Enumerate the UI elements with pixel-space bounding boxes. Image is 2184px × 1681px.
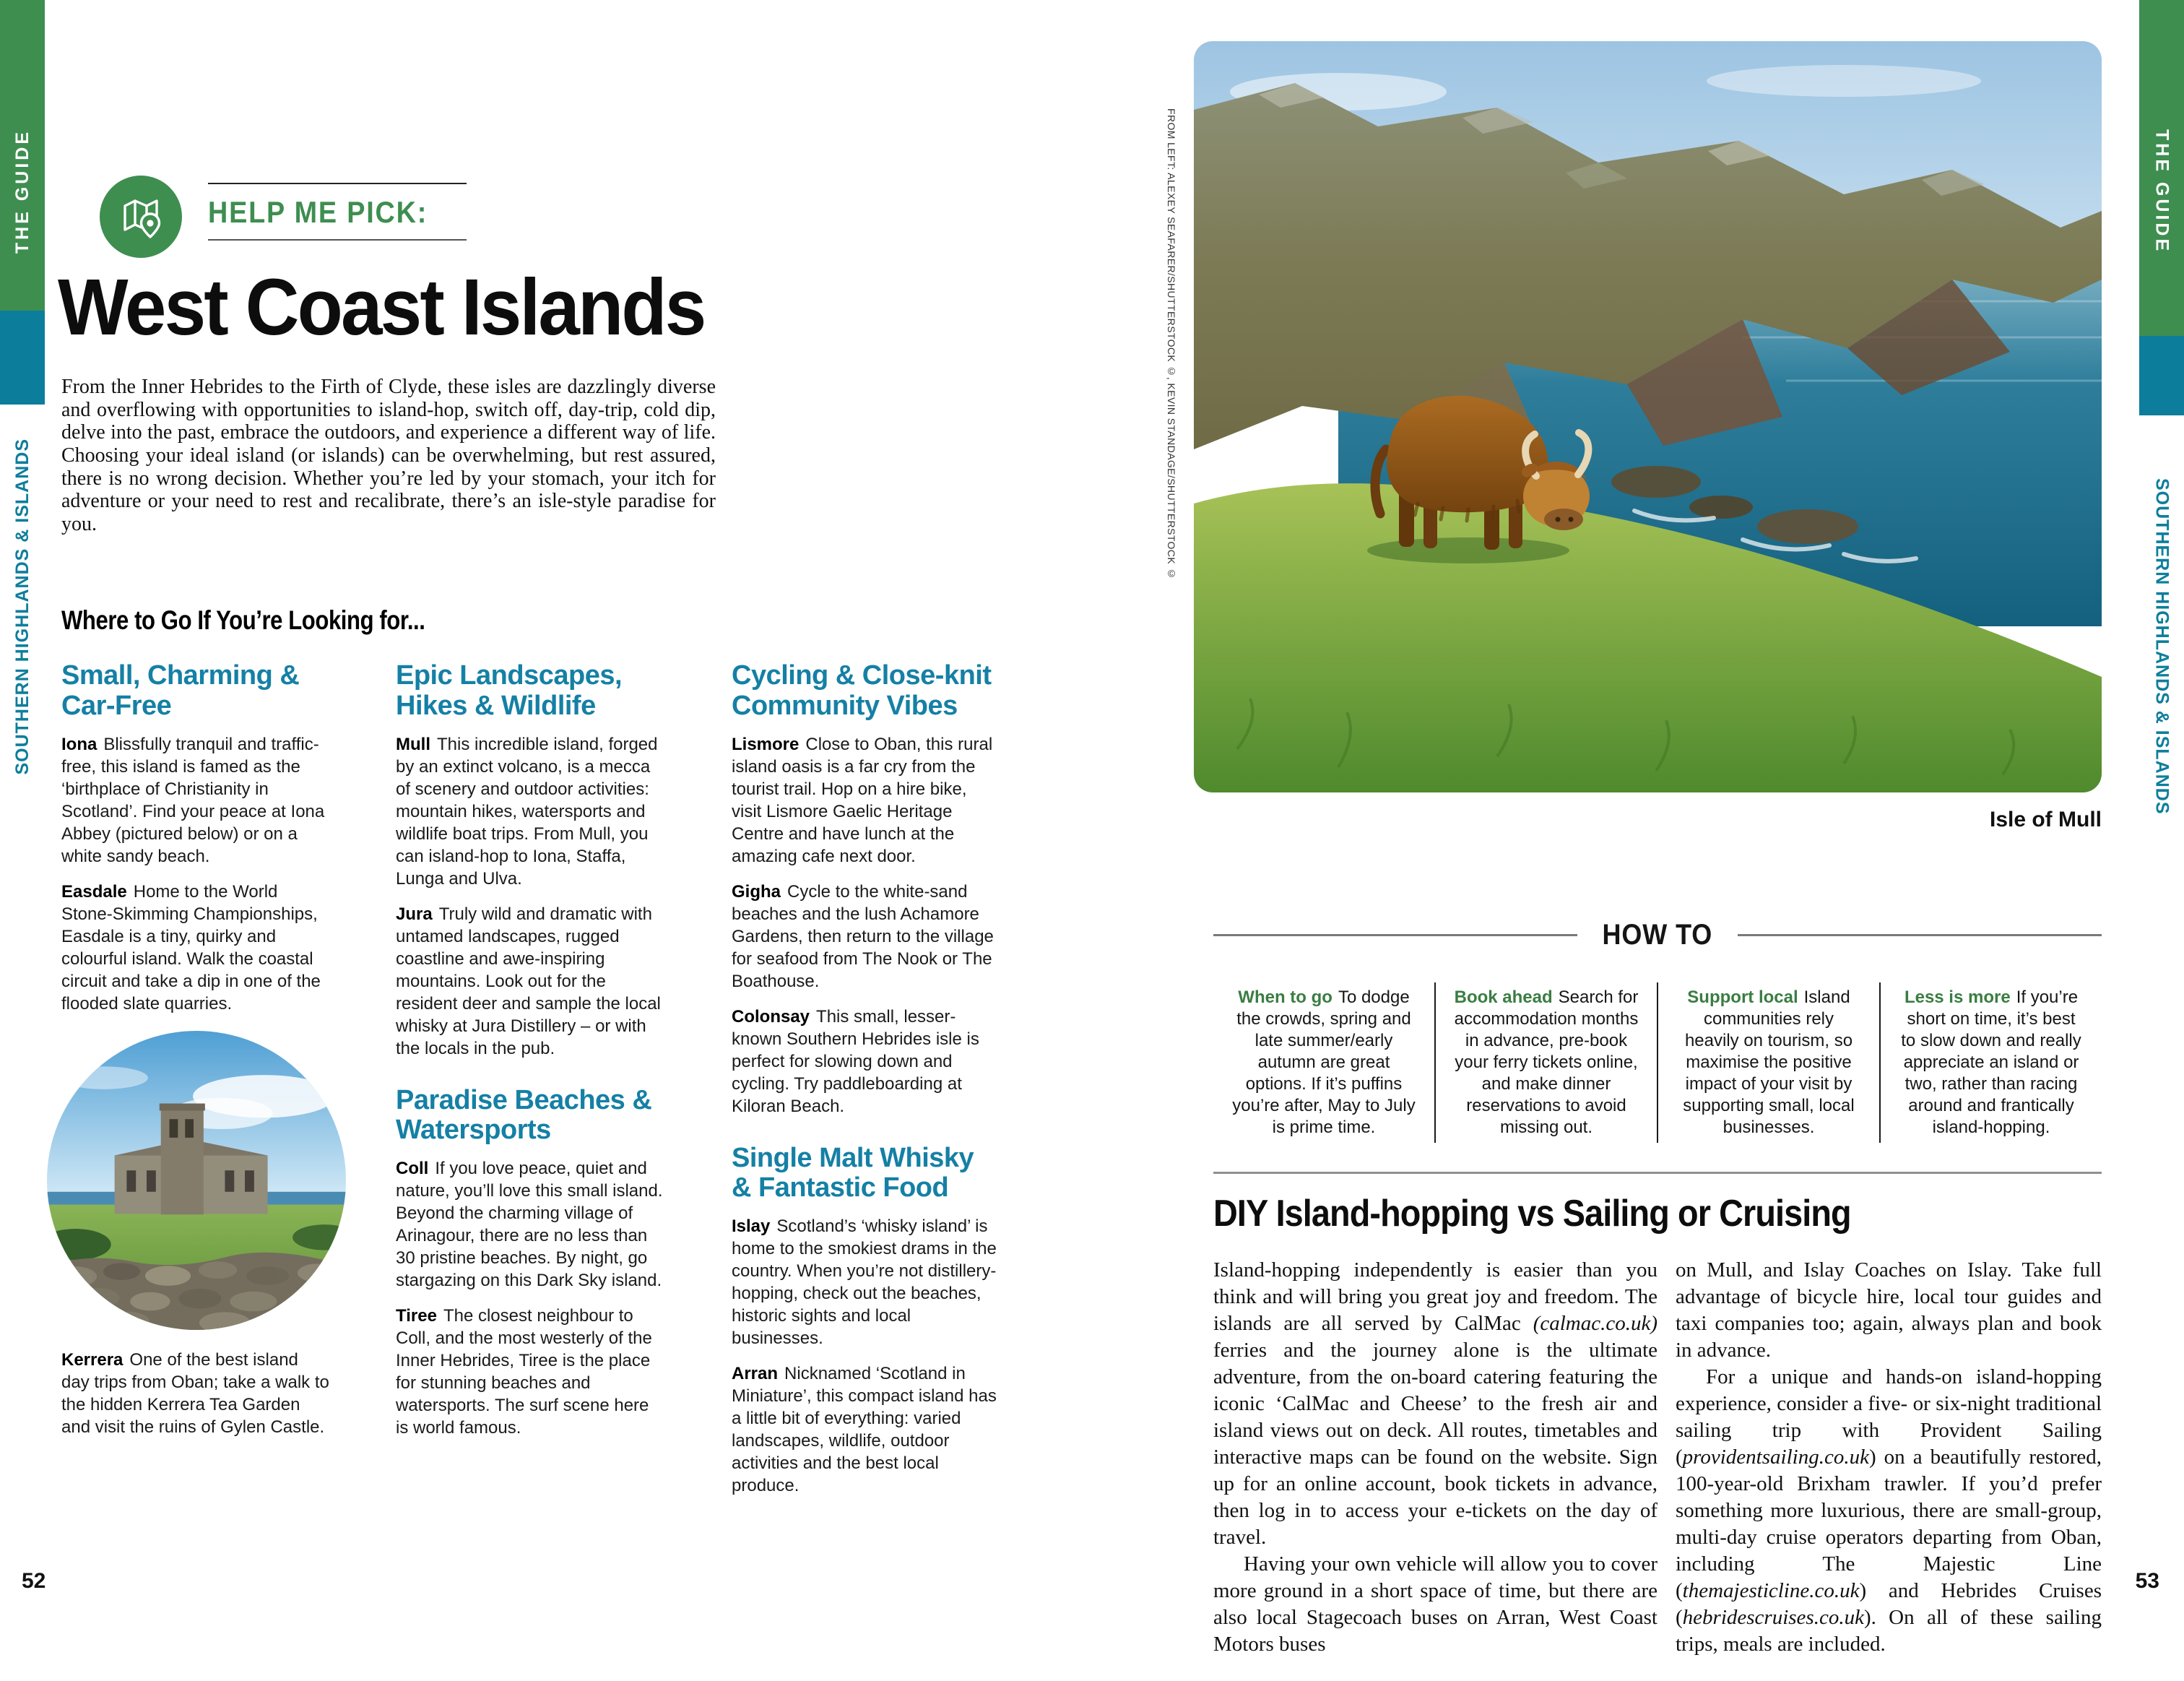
- island-entry-arran: [732, 1362, 1000, 1497]
- page-title: West Coast Islands: [58, 263, 705, 352]
- intro-paragraph: From the Inner Hebrides to the Firth of Clyde, these isles are dazzlingly diverse and overflowing with opportunities to island-hop, switch off, day-trip, cold dip, delve into the past, embrace the outdoors, and experience a different way of life. Choosing your ideal island (or islands) can be overwhelming, but rest assured, there is no wrong decision. Whether you’re led by your stomach, your itch for adventure or your need to rest and recalibrate, there’s an isle-style paradise for you.: [61, 376, 716, 535]
- article-paragraph: on Mull, and Islay Coaches on Islay. Take full advantage of bicycle hire, local tour guides and taxi companies too; again, always plan and book in advance.: [1676, 1258, 2102, 1362]
- island-term: Kerrera: [61, 1349, 124, 1370]
- iona-abbey-photo: [47, 1031, 346, 1330]
- article-paragraph: For a unique and hands-on island-hopping experience, consider a five- or six-night traditional sailing trip with Provident Sailing (providentsailing.co.uk) on a beautifully restored, 100-year-old Brixham trawler. If you’d prefer something more luxurious, there are small-group, multi-day cruise operators departing from Oban, including The Majestic Line (themajesticline.co.uk) and Hebrides Cruises (hebridescruises.co.uk). On all of these sailing trips, meals are included.: [1676, 1365, 2102, 1656]
- article-paragraph: Island-hopping independently is easier than you think and will bring you great joy and freedom. The islands are all served by CalMac (calmac.co.uk) ferries and the journey alone is the ultimate adventure, from the on-board catering featuring the iconic ‘CalMac and Cheese’ to the fresh air and island views out on deck. All routes, timetables and interactive maps can be found on the website. Sign up for an online account, book tickets in advance, then log in to access your e-tickets on the day of travel.: [1213, 1258, 1658, 1549]
- island-text: This incredible island, forged by an extinct volcano, is a mecca of scenery and outdoor activities: mountain hikes, watersports and wildlife boat trips. From Mull, you can island-hop to Iona, Staffa, Lunga and Ulva.: [396, 734, 658, 889]
- island-column-3: [732, 661, 1000, 1510]
- page-number-left: 52: [22, 1569, 46, 1593]
- island-entry-easdale: [61, 881, 330, 1015]
- island-term: Easdale: [61, 881, 127, 902]
- howto-rule-right: [1738, 934, 2102, 936]
- howto-text: To dodge the crowds, spring and late summer/early autumn are great options. If it’s puffins you’re after, May to July is prime time.: [1232, 988, 1416, 1137]
- right-region-tab: [2139, 430, 2184, 863]
- howto-lead: Less is more: [1904, 988, 2011, 1007]
- howto-item-less-is-more: [1879, 982, 2102, 1143]
- map-pin-icon: [118, 194, 164, 240]
- howto-lead: Book ahead: [1454, 988, 1553, 1007]
- photo-caption: Isle of Mull: [1989, 808, 2102, 831]
- island-text: Close to Oban, this rural island oasis is a far cry from the tourist trail. Hop on a hire bike, visit Lismore Gaelic Heritage Centre and have lunch at the amazing cafe next door.: [732, 734, 993, 866]
- island-text: The closest neighbour to Coll, and the most westerly of the Inner Hebrides, Tiree is the place for stunning beaches and watersports. The surf scene here is world famous.: [396, 1306, 652, 1438]
- guide-label: THE GUIDE: [2152, 129, 2172, 254]
- column-heading: Small, Charming & Car-Free: [61, 660, 300, 721]
- howto-text: If you’re short on time, it’s best to slow down and really appreciate an island or two, rather than racing around and frantically island-hopping.: [1901, 988, 2081, 1137]
- island-entry-kerrera: [61, 1349, 330, 1438]
- island-entry-iona: [61, 733, 330, 868]
- right-guide-tab: [2139, 69, 2184, 314]
- island-term: Islay: [732, 1217, 771, 1237]
- howto-items: [1213, 982, 2102, 1143]
- island-entry-coll: [396, 1157, 664, 1292]
- kicker: HELP ME PICK:: [208, 195, 428, 229]
- island-entry-tiree: [396, 1305, 664, 1439]
- island-text: Truly wild and dramatic with untamed landscapes, rugged coastline and awe-inspiring mountains. Look out for the resident deer and sample the local whisky at Jura Distillery – or with the locals in the pub.: [396, 904, 661, 1058]
- island-term: Mull: [396, 734, 430, 754]
- howto-item-book-ahead: [1434, 982, 1657, 1143]
- island-text: Cycle to the white-sand beaches and the lush Achamore Gardens, then return to the village for seafood from The Nook or The Boathouse.: [732, 881, 994, 991]
- island-entry-mull: [396, 733, 664, 890]
- island-entry-lismore: [732, 733, 1000, 868]
- photo-credit: FROM LEFT: ALEXEY SEAFARER/SHUTTERSTOCK ©, KEVIN STANDAGE/SHUTTERSTOCK ©: [1166, 108, 1177, 579]
- howto-item-support-local: [1657, 982, 1879, 1143]
- island-text: Scotland’s ‘whisky island’ is home to the smokiest drams in the country. When you’re not distillery-hopping, check out the beaches, historic sights and local businesses.: [732, 1217, 997, 1349]
- section-heading: Where to Go If You’re Looking for...: [61, 605, 425, 635]
- page-number-right: 53: [2135, 1569, 2159, 1593]
- island-text: Blissfully tranquil and traffic-free, this island is famed as the ‘birthplace of Christianity in Scotland’. Find your peace at Iona Abbey (pictured below) or on a white sandy beach.: [61, 734, 325, 866]
- howto-text: Search for accommodation months in advance, pre-book your ferry tickets online, and make dinner reservations to avoid missing out.: [1454, 988, 1639, 1137]
- left-region-tab: [0, 405, 45, 809]
- island-text: If you love peace, quiet and nature, you’ll love this small island. Beyond the charming village of Arinagour, there are no less than 30 pristine beaches. By night, go stargazing on this Dark Sky island.: [396, 1159, 663, 1291]
- right-sidebar-teal-bar: [2139, 336, 2184, 415]
- island-term: Colonsay: [732, 1006, 810, 1027]
- howto-heading: HOW TO: [1602, 919, 1713, 951]
- article-column-2: [1676, 1257, 2102, 1658]
- left-sidebar-teal-bar: [0, 311, 45, 405]
- island-term: Arran: [732, 1364, 779, 1384]
- island-term: Tiree: [396, 1306, 437, 1326]
- island-term: Gigha: [732, 881, 781, 902]
- region-label: SOUTHERN HIGHLANDS & ISLANDS: [2152, 478, 2172, 815]
- island-text: This small, lesser-known Southern Hebrides isle is perfect for slowing down and cycling. Try paddleboarding at Kiloran Beach.: [732, 1006, 979, 1116]
- column-heading: Paradise Beaches & Watersports: [396, 1084, 652, 1146]
- region-label: SOUTHERN HIGHLANDS & ISLANDS: [12, 438, 32, 775]
- island-term: Iona: [61, 734, 98, 754]
- column-heading: Epic Landscapes, Hikes & Wildlife: [396, 660, 623, 721]
- island-term: Jura: [396, 904, 433, 924]
- howto-lead: Support local: [1687, 988, 1798, 1007]
- section-divider-rule: [1213, 1172, 2102, 1174]
- article-heading: DIY Island-hopping vs Sailing or Cruising: [1213, 1193, 1851, 1235]
- island-entry-jura: [396, 903, 664, 1060]
- island-term: Lismore: [732, 734, 800, 754]
- help-me-pick-badge: [100, 176, 182, 258]
- island-term: Coll: [396, 1159, 429, 1179]
- island-text: Home to the World Stone-Skimming Championships, Easdale is a tiny, quirky and colourful island. Walk the coastal circuit and take a dip in one of the flooded slate quarries.: [61, 881, 321, 1014]
- column-heading: Single Malt Whisky & Fantastic Food: [732, 1142, 974, 1204]
- island-text: One of the best island day trips from Oban; take a walk to the hidden Kerrera Tea Garden and visit the ruins of Gylen Castle.: [61, 1349, 329, 1437]
- island-column-1: [61, 661, 330, 1451]
- kicker-rule-box: [208, 183, 467, 241]
- left-guide-tab: [0, 79, 45, 303]
- island-entry-islay: [732, 1215, 1000, 1349]
- howto-text: Island communities rely heavily on tourism, so maximise the positive impact of your visit by supporting small, local businesses.: [1683, 988, 1855, 1137]
- island-column-2: [396, 661, 664, 1452]
- guide-label: THE GUIDE: [12, 129, 32, 254]
- howto-rule-left: [1213, 934, 1577, 936]
- island-text: Nicknamed ‘Scotland in Miniature’, this compact island has a little bit of everything: varied landscapes, wildlife, outdoor activities and the best local produce.: [732, 1364, 997, 1496]
- howto-item-when-to-go: [1213, 982, 1434, 1143]
- column-heading: Cycling & Close-knit Community Vibes: [732, 660, 992, 721]
- article-paragraph: Having your own vehicle will allow you to cover more ground in a short space of time, but there are also local Stagecoach buses on Arran, West Coast Motors buses: [1213, 1552, 1658, 1656]
- island-entry-colonsay: [732, 1006, 1000, 1118]
- howto-heading-row: [1213, 919, 2102, 951]
- howto-lead: When to go: [1238, 988, 1332, 1007]
- isle-of-mull-photo: [1194, 41, 2102, 792]
- island-entry-gigha: [732, 881, 1000, 993]
- article-column-1: [1213, 1257, 1658, 1658]
